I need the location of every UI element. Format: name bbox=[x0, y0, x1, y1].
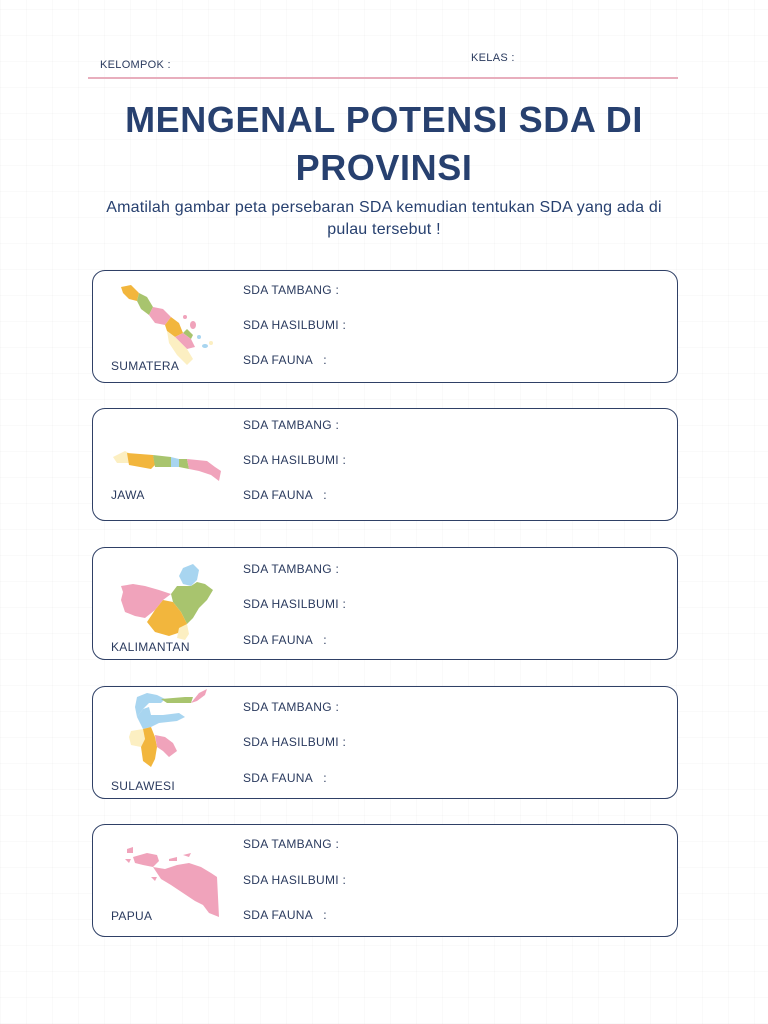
field-label-tambang: SDA TAMBANG : bbox=[243, 700, 340, 714]
kelas-answer-space[interactable] bbox=[520, 51, 670, 65]
field-label-fauna: SDA FAUNA : bbox=[243, 353, 327, 367]
map-region bbox=[153, 455, 171, 467]
answer-space-tambang[interactable] bbox=[348, 698, 658, 716]
kelompok-answer-space[interactable] bbox=[172, 58, 422, 72]
field-label-hasilbumi: SDA HASILBUMI : bbox=[243, 735, 347, 749]
island-card-sumatera bbox=[92, 270, 678, 383]
field-label-fauna: SDA FAUNA : bbox=[243, 488, 327, 502]
island-label: SULAWESI bbox=[111, 779, 175, 793]
map-region bbox=[197, 335, 201, 339]
answer-space-hasilbumi[interactable] bbox=[348, 733, 658, 751]
map-region bbox=[187, 459, 221, 481]
kelompok-label: KELOMPOK : bbox=[100, 59, 171, 71]
field-label-hasilbumi: SDA HASILBUMI : bbox=[243, 597, 347, 611]
page-title-line-2: PROVINSI bbox=[295, 147, 473, 188]
answer-space-tambang[interactable] bbox=[348, 416, 658, 434]
map-region bbox=[127, 453, 155, 469]
map-region bbox=[113, 451, 129, 463]
field-label-hasilbumi: SDA HASILBUMI : bbox=[243, 453, 347, 467]
instruction-line-1: Amatilah gambar peta persebaran SDA kemudian tentukan SDA yang ada di bbox=[106, 199, 662, 216]
field-label-fauna: SDA FAUNA : bbox=[243, 908, 327, 922]
answer-space-hasilbumi[interactable] bbox=[348, 451, 658, 469]
island-label: KALIMANTAN bbox=[111, 640, 190, 654]
map-region bbox=[183, 315, 187, 319]
header-divider bbox=[88, 77, 678, 79]
answer-space-fauna[interactable] bbox=[348, 631, 658, 649]
map-region bbox=[171, 457, 179, 467]
map-region bbox=[155, 735, 177, 757]
map-region bbox=[169, 857, 177, 861]
island-label: PAPUA bbox=[111, 909, 153, 923]
map-region bbox=[153, 863, 219, 917]
island-card-jawa bbox=[92, 408, 678, 521]
map-region bbox=[137, 707, 185, 729]
island-card-sulawesi bbox=[92, 686, 678, 799]
sulawesi-map bbox=[107, 687, 227, 779]
map-region bbox=[133, 853, 159, 867]
field-label-fauna: SDA FAUNA : bbox=[243, 771, 327, 785]
map-region bbox=[161, 697, 193, 703]
kalimantan-map bbox=[107, 556, 227, 648]
field-label-hasilbumi: SDA HASILBUMI : bbox=[243, 318, 347, 332]
map-region bbox=[202, 344, 208, 348]
answer-space-hasilbumi[interactable] bbox=[348, 871, 658, 889]
island-card-kalimantan bbox=[92, 547, 678, 660]
field-label-tambang: SDA TAMBANG : bbox=[243, 283, 340, 297]
map-region bbox=[183, 853, 191, 857]
map-region bbox=[121, 285, 139, 301]
map-region bbox=[151, 877, 157, 881]
answer-space-hasilbumi[interactable] bbox=[348, 595, 658, 613]
instruction-line-2: pulau tersebut ! bbox=[327, 221, 441, 238]
field-label-tambang: SDA TAMBANG : bbox=[243, 837, 340, 851]
island-card-papua bbox=[92, 824, 678, 937]
map-region bbox=[127, 847, 133, 853]
answer-space-hasilbumi[interactable] bbox=[348, 316, 658, 334]
answer-space-fauna[interactable] bbox=[348, 906, 658, 924]
field-label-tambang: SDA TAMBANG : bbox=[243, 562, 340, 576]
answer-space-tambang[interactable] bbox=[348, 281, 658, 299]
answer-space-tambang[interactable] bbox=[348, 835, 658, 853]
map-region bbox=[190, 321, 196, 329]
field-label-fauna: SDA FAUNA : bbox=[243, 633, 327, 647]
island-label: JAWA bbox=[111, 488, 145, 502]
page-title-line-1: MENGENAL POTENSI SDA DI bbox=[125, 99, 643, 140]
map-region bbox=[209, 341, 213, 345]
island-label: SUMATERA bbox=[111, 359, 180, 373]
kelas-label: KELAS : bbox=[471, 52, 515, 64]
answer-space-tambang[interactable] bbox=[348, 560, 658, 578]
map-region bbox=[125, 859, 131, 863]
sumatera-map bbox=[107, 279, 227, 371]
field-label-tambang: SDA TAMBANG : bbox=[243, 418, 340, 432]
answer-space-fauna[interactable] bbox=[348, 769, 658, 787]
map-region bbox=[191, 689, 207, 703]
map-region bbox=[137, 293, 153, 315]
answer-space-fauna[interactable] bbox=[348, 351, 658, 369]
field-label-hasilbumi: SDA HASILBUMI : bbox=[243, 873, 347, 887]
answer-space-fauna[interactable] bbox=[348, 486, 658, 504]
